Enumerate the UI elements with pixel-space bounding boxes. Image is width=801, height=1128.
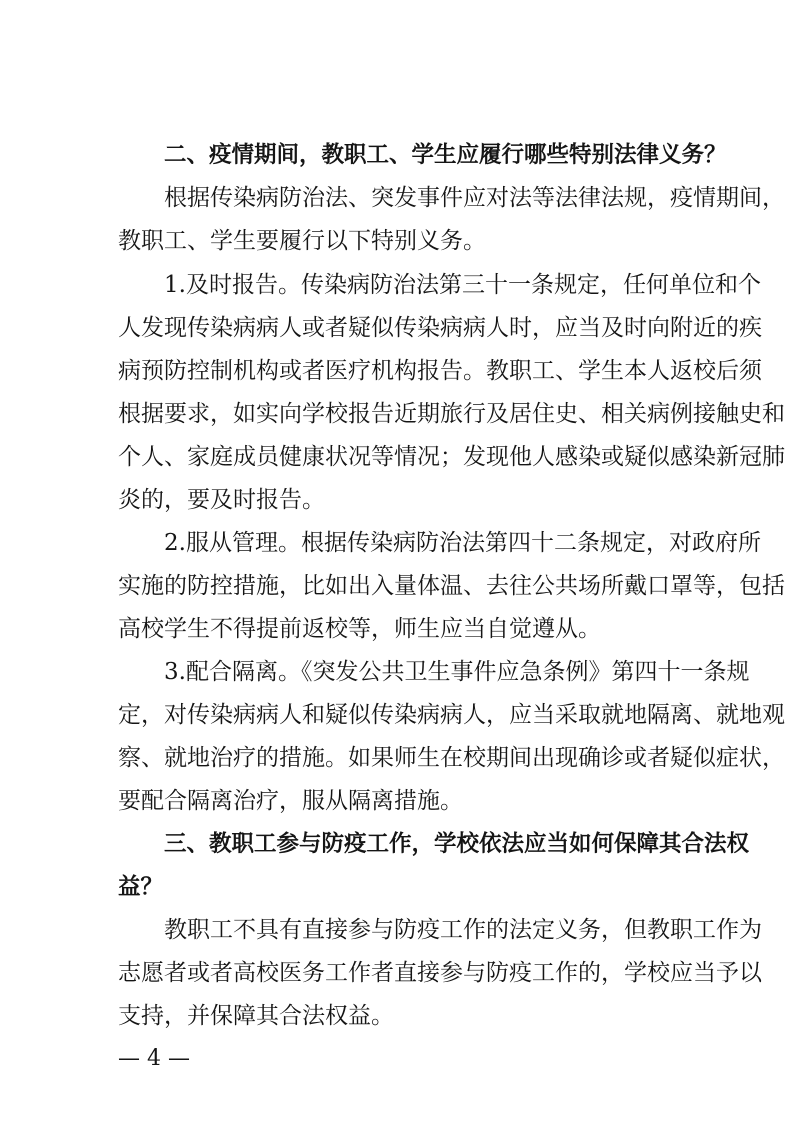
paragraph-line: 教职工、学生要履行以下特别义务。 <box>118 228 486 254</box>
paragraph-line: 志愿者或者高校医务工作者直接参与防疫工作的，学校应当予以 <box>118 960 762 986</box>
section-heading-3-continued: 益？ <box>118 874 164 900</box>
paragraph-line: 人发现传染病病人或者疑似传染病病人时，应当及时向附近的疾 <box>118 315 762 341</box>
paragraph-line: 高校学生不得提前返校等，师生应当自觉遵从。 <box>118 616 601 642</box>
paragraph-line: 察、就地治疗的措施。如果师生在校期间出现确诊或者疑似症状， <box>118 745 785 771</box>
paragraph-line: 根据要求，如实向学校报告近期旅行及居住史、相关病例接触史和 <box>118 401 785 427</box>
paragraph-line: 支持，并保障其合法权益。 <box>118 1003 394 1029</box>
paragraph-line: 根据传染病防治法、突发事件应对法等法律法规，疫情期间， <box>164 185 785 211</box>
paragraph-line: 定，对传染病病人和疑似传染病病人，应当采取就地隔离、就地观 <box>118 702 785 728</box>
paragraph-line: 炎的，要及时报告。 <box>118 487 325 513</box>
section-heading-2: 二、疫情期间，教职工、学生应履行哪些特别法律义务？ <box>164 142 727 168</box>
page-number: — 4 — <box>118 1046 190 1071</box>
paragraph-line: 个人、家庭成员健康状况等情况；发现他人感染或疑似感染新冠肺 <box>118 444 785 470</box>
paragraph-line: 要配合隔离治疗，服从隔离措施。 <box>118 788 463 814</box>
paragraph-line: 1.及时报告。传染病防治法第三十一条规定，任何单位和个 <box>164 272 761 298</box>
paragraph-line: 2.服从管理。根据传染病防治法第四十二条规定，对政府所 <box>164 530 761 556</box>
section-heading-3: 三、教职工参与防疫工作，学校依法应当如何保障其合法权 <box>164 831 750 857</box>
paragraph-line: 教职工不具有直接参与防疫工作的法定义务，但教职工作为 <box>164 917 762 943</box>
paragraph-line: 3.配合隔离。《突发公共卫生事件应急条例》第四十一条规 <box>164 659 750 685</box>
paragraph-line: 实施的防控措施，比如出入量体温、去往公共场所戴口罩等，包括 <box>118 573 785 599</box>
paragraph-line: 病预防控制机构或者医疗机构报告。教职工、学生本人返校后须 <box>118 358 762 384</box>
